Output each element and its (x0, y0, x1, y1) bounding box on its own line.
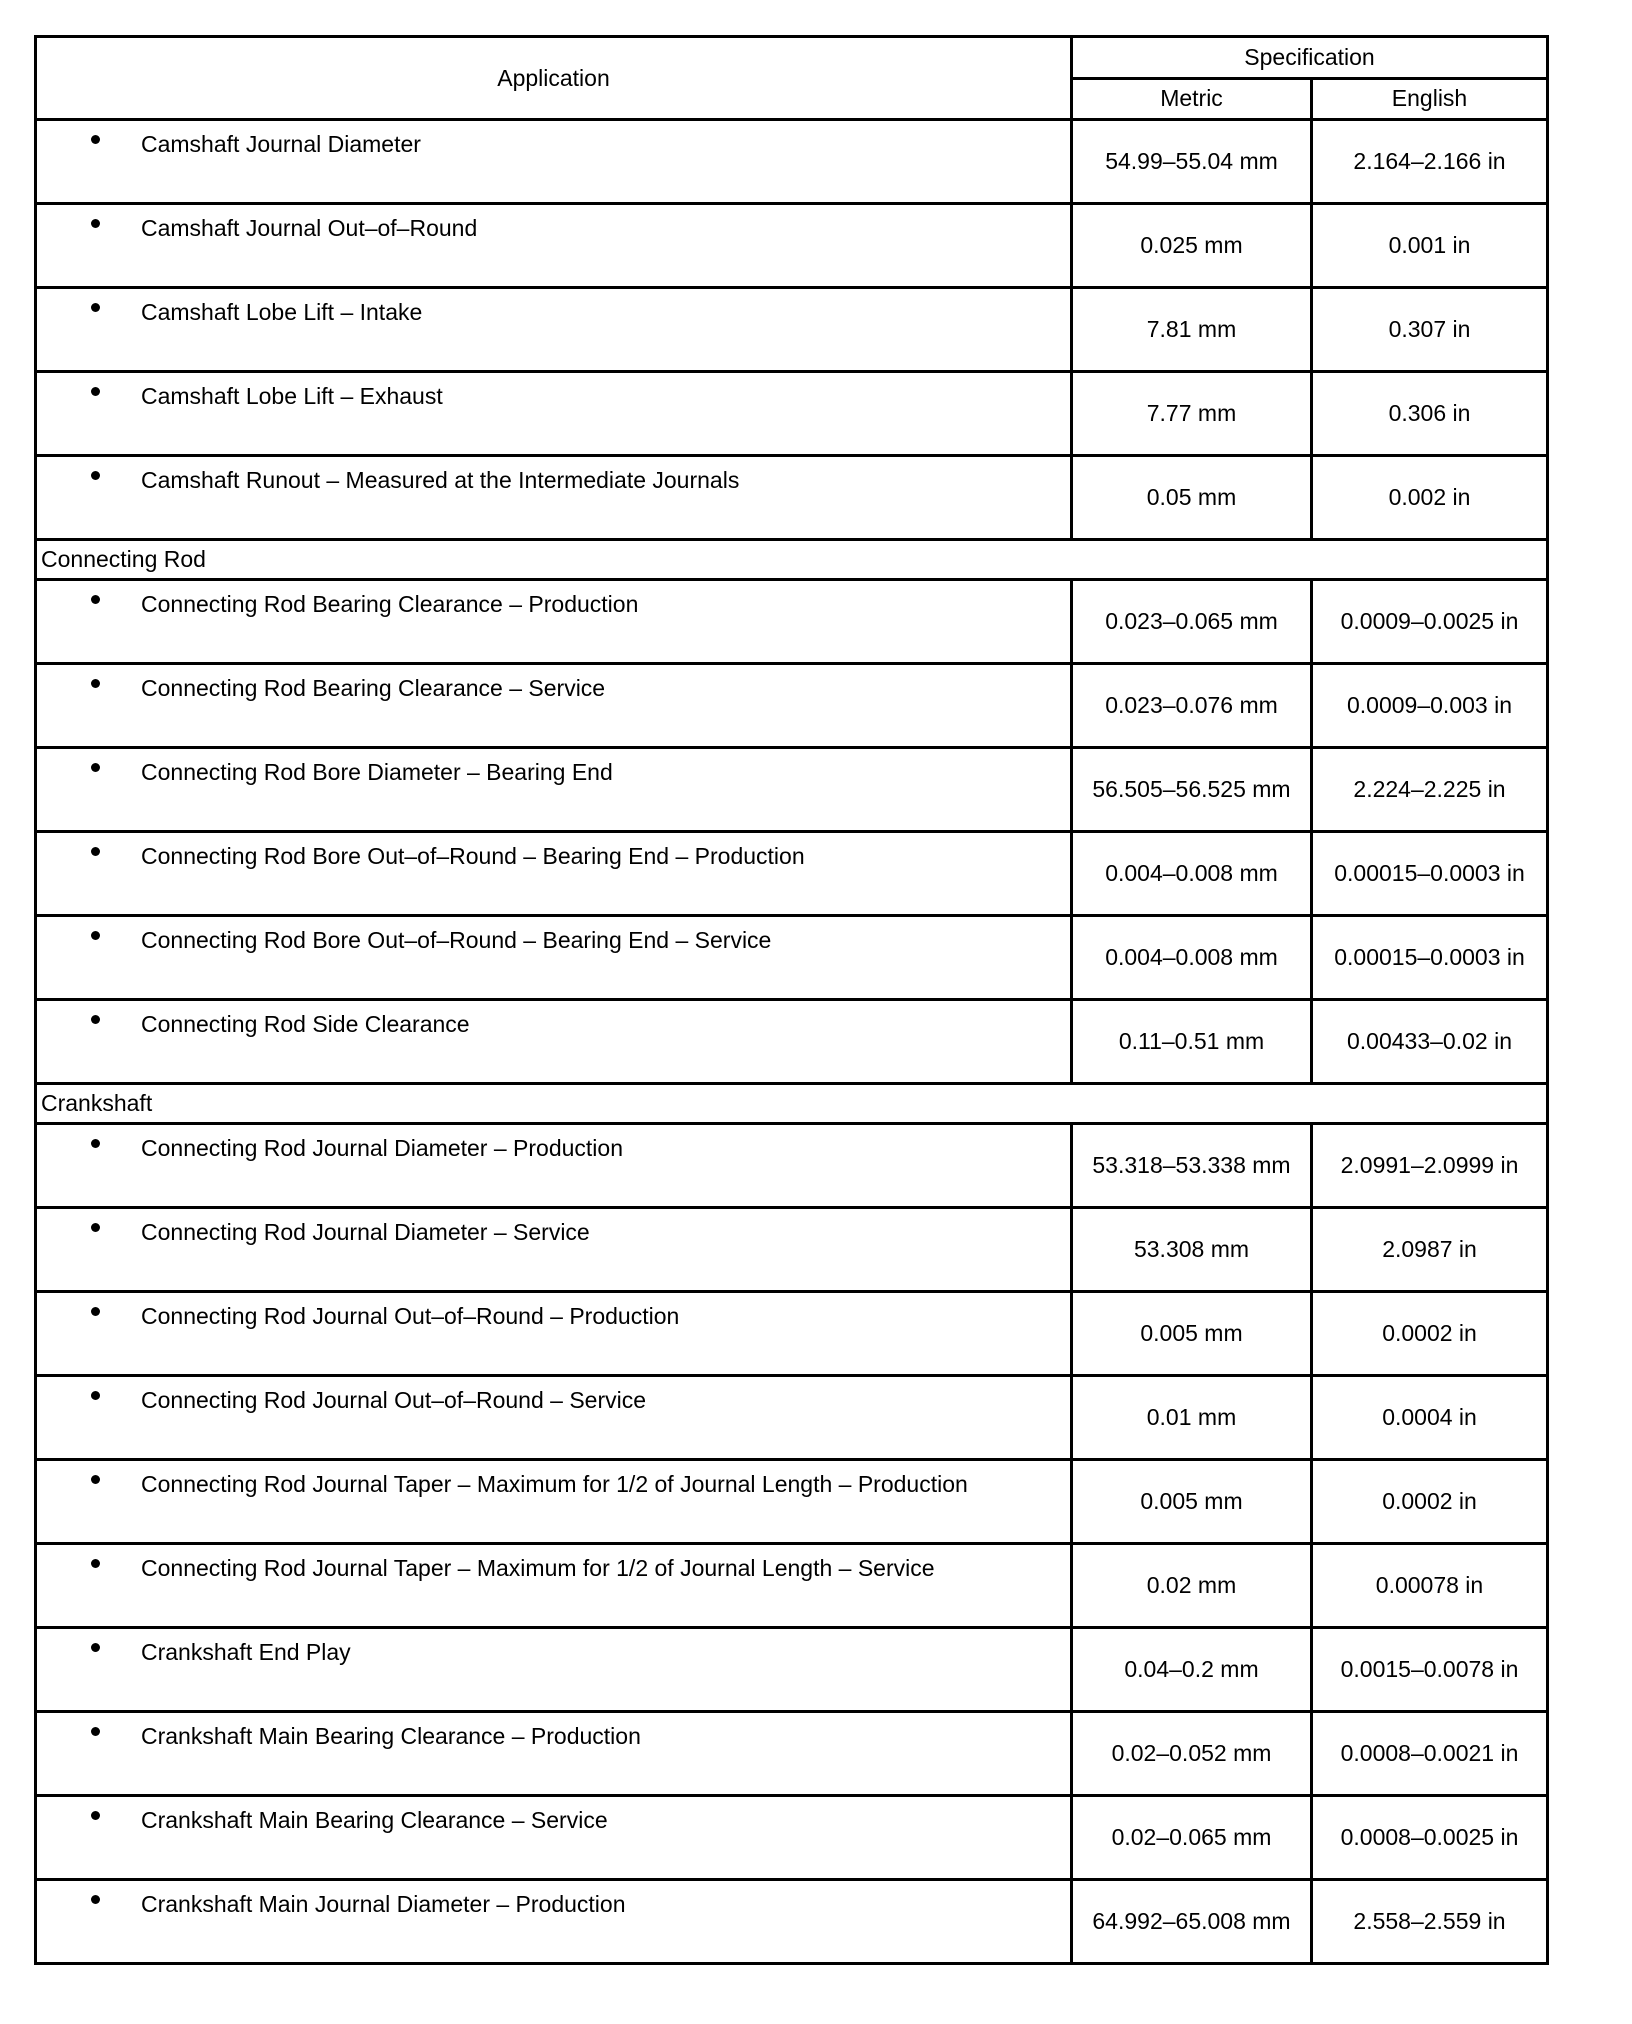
application-label: Connecting Rod Bearing Clearance – Production (141, 591, 639, 617)
english-header: English (1312, 78, 1548, 120)
application-label: Connecting Rod Journal Out–of–Round – Service (141, 1387, 647, 1413)
application-cell (36, 1880, 1072, 1964)
application-label: Connecting Rod Bore Out–of–Round – Bearing End – Production (141, 843, 805, 869)
english-value: 2.0991–2.0999 in (1312, 1124, 1548, 1208)
bullet-icon (91, 1391, 100, 1400)
application-label: Connecting Rod Journal Taper – Maximum for 1/2 of Journal Length – Production (141, 1471, 968, 1497)
english-value: 0.0002 in (1312, 1292, 1548, 1376)
application-label: Crankshaft Main Bearing Clearance – Production (141, 1723, 641, 1749)
application-cell (36, 1376, 1072, 1460)
english-value: 0.00433–0.02 in (1312, 1000, 1548, 1084)
bullet-icon (91, 847, 100, 856)
english-value: 2.164–2.166 in (1312, 120, 1548, 204)
application-cell (36, 832, 1072, 916)
english-value: 2.0987 in (1312, 1208, 1548, 1292)
application-cell (36, 1544, 1072, 1628)
section-title: Connecting Rod (36, 540, 1548, 580)
table-row (36, 204, 1548, 288)
english-value: 0.0009–0.0025 in (1312, 580, 1548, 664)
metric-value: 0.02–0.052 mm (1072, 1712, 1312, 1796)
table-row (36, 1124, 1548, 1208)
bullet-icon (91, 135, 100, 144)
metric-value: 0.02 mm (1072, 1544, 1312, 1628)
english-value: 0.00015–0.0003 in (1312, 832, 1548, 916)
bullet-icon (91, 931, 100, 940)
table-row (36, 580, 1548, 664)
bullet-icon (91, 679, 100, 688)
application-cell (36, 1796, 1072, 1880)
application-label: Connecting Rod Journal Taper – Maximum for 1/2 of Journal Length – Service (141, 1555, 935, 1581)
bullet-icon (91, 1727, 100, 1736)
table-row (36, 1376, 1548, 1460)
bullet-icon (91, 303, 100, 312)
application-cell (36, 288, 1072, 372)
application-label: Camshaft Lobe Lift – Exhaust (141, 383, 443, 409)
application-cell (36, 204, 1072, 288)
application-cell (36, 1124, 1072, 1208)
application-cell (36, 120, 1072, 204)
application-label: Camshaft Journal Out–of–Round (141, 215, 478, 241)
metric-value: 7.77 mm (1072, 372, 1312, 456)
application-label: Connecting Rod Journal Diameter – Service (141, 1219, 590, 1245)
application-cell (36, 748, 1072, 832)
metric-value: 56.505–56.525 mm (1072, 748, 1312, 832)
english-value: 0.0002 in (1312, 1460, 1548, 1544)
bullet-icon (91, 1223, 100, 1232)
english-value: 0.307 in (1312, 288, 1548, 372)
table-row (36, 288, 1548, 372)
table-row (36, 1880, 1548, 1964)
metric-value: 0.05 mm (1072, 456, 1312, 540)
application-cell (36, 372, 1072, 456)
application-cell (36, 664, 1072, 748)
bullet-icon (91, 1643, 100, 1652)
metric-value: 0.005 mm (1072, 1292, 1312, 1376)
application-cell (36, 1712, 1072, 1796)
bullet-icon (91, 1559, 100, 1568)
application-label: Crankshaft Main Journal Diameter – Production (141, 1891, 626, 1917)
application-cell (36, 1292, 1072, 1376)
application-label: Connecting Rod Journal Out–of–Round – Production (141, 1303, 680, 1329)
bullet-icon (91, 471, 100, 480)
application-label: Connecting Rod Bearing Clearance – Service (141, 675, 606, 701)
application-cell (36, 1000, 1072, 1084)
english-value: 2.224–2.225 in (1312, 748, 1548, 832)
application-label: Connecting Rod Bore Out–of–Round – Bearing End – Service (141, 927, 772, 953)
section-title: Crankshaft (36, 1084, 1548, 1124)
english-value: 0.00015–0.0003 in (1312, 916, 1548, 1000)
application-cell (36, 1208, 1072, 1292)
bullet-icon (91, 595, 100, 604)
application-label: Crankshaft Main Bearing Clearance – Service (141, 1807, 608, 1833)
metric-value: 54.99–55.04 mm (1072, 120, 1312, 204)
table-row (36, 456, 1548, 540)
application-header: Application (36, 37, 1072, 120)
bullet-icon (91, 1139, 100, 1148)
application-cell (36, 1460, 1072, 1544)
bullet-icon (91, 219, 100, 228)
specification-table (34, 35, 1549, 1965)
application-label: Camshaft Lobe Lift – Intake (141, 299, 423, 325)
table-row (36, 1544, 1548, 1628)
application-cell (36, 580, 1072, 664)
bullet-icon (91, 1015, 100, 1024)
table-row (36, 1208, 1548, 1292)
application-cell (36, 456, 1072, 540)
table-row (36, 1796, 1548, 1880)
english-value: 0.0004 in (1312, 1376, 1548, 1460)
metric-value: 0.023–0.065 mm (1072, 580, 1312, 664)
english-value: 0.001 in (1312, 204, 1548, 288)
english-value: 0.0008–0.0025 in (1312, 1796, 1548, 1880)
application-cell (36, 916, 1072, 1000)
english-value: 0.002 in (1312, 456, 1548, 540)
metric-value: 0.02–0.065 mm (1072, 1796, 1312, 1880)
bullet-icon (91, 1307, 100, 1316)
bullet-icon (91, 1475, 100, 1484)
metric-value: 0.005 mm (1072, 1460, 1312, 1544)
bullet-icon (91, 1811, 100, 1820)
metric-value: 0.004–0.008 mm (1072, 832, 1312, 916)
application-label: Connecting Rod Journal Diameter – Production (141, 1135, 623, 1161)
bullet-icon (91, 387, 100, 396)
bullet-icon (91, 763, 100, 772)
metric-value: 64.992–65.008 mm (1072, 1880, 1312, 1964)
english-value: 0.306 in (1312, 372, 1548, 456)
english-value: 0.0009–0.003 in (1312, 664, 1548, 748)
table-row (36, 1712, 1548, 1796)
metric-header: Metric (1072, 78, 1312, 120)
metric-value: 0.025 mm (1072, 204, 1312, 288)
table-row (36, 1000, 1548, 1084)
application-label: Connecting Rod Side Clearance (141, 1011, 470, 1037)
specification-header: Specification (1072, 37, 1548, 79)
table-row (36, 1460, 1548, 1544)
metric-value: 53.318–53.338 mm (1072, 1124, 1312, 1208)
english-value: 0.00078 in (1312, 1544, 1548, 1628)
table-row (36, 832, 1548, 916)
english-value: 0.0008–0.0021 in (1312, 1712, 1548, 1796)
english-value: 2.558–2.559 in (1312, 1880, 1548, 1964)
table-row (36, 1628, 1548, 1712)
application-label: Camshaft Runout – Measured at the Intermediate Journals (141, 467, 740, 493)
table-row (36, 1292, 1548, 1376)
metric-value: 7.81 mm (1072, 288, 1312, 372)
metric-value: 0.11–0.51 mm (1072, 1000, 1312, 1084)
application-label: Connecting Rod Bore Diameter – Bearing End (141, 759, 613, 785)
bullet-icon (91, 1895, 100, 1904)
application-label: Camshaft Journal Diameter (141, 131, 421, 157)
table-row (36, 664, 1548, 748)
english-value: 0.0015–0.0078 in (1312, 1628, 1548, 1712)
table-row (36, 916, 1548, 1000)
metric-value: 0.01 mm (1072, 1376, 1312, 1460)
application-label: Crankshaft End Play (141, 1639, 351, 1665)
metric-value: 0.04–0.2 mm (1072, 1628, 1312, 1712)
table-row (36, 748, 1548, 832)
metric-value: 0.004–0.008 mm (1072, 916, 1312, 1000)
metric-value: 53.308 mm (1072, 1208, 1312, 1292)
metric-value: 0.023–0.076 mm (1072, 664, 1312, 748)
table-row (36, 120, 1548, 204)
section-row (36, 1084, 1548, 1124)
table-row (36, 372, 1548, 456)
section-row (36, 540, 1548, 580)
application-cell (36, 1628, 1072, 1712)
table-body (36, 120, 1548, 1964)
